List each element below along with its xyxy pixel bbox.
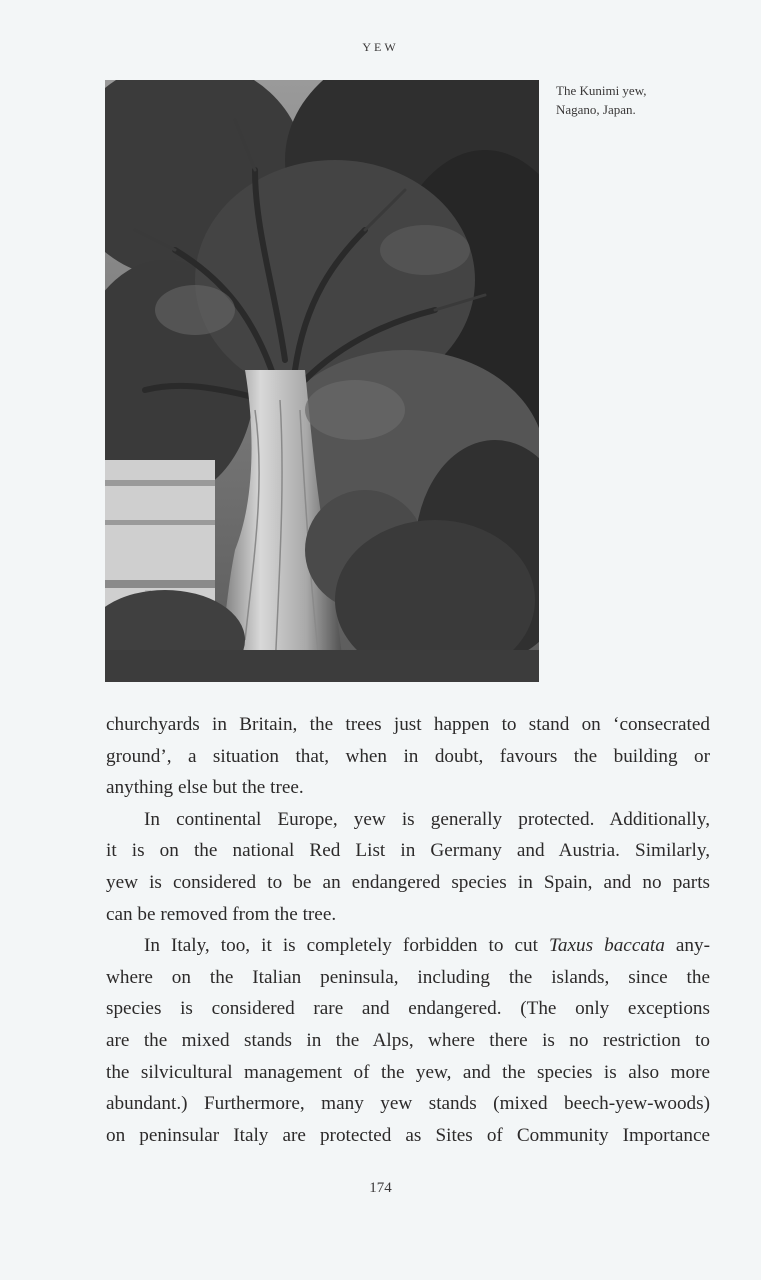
text-line: anything else but the tree. [106,777,304,799]
text-line [106,930,710,962]
caption-line-1: The Kunimi yew, [556,83,647,98]
kunimi-yew-photo [105,80,539,682]
text-line: abundant.) Furthermore, many yew stands (mixed beech-yew-woods) [106,1093,710,1115]
text-segment: In Italy, too, it is completely forbidden to cut [144,935,549,957]
text-line: on peninsular Italy are protected as Sites of Community Importance [106,1124,710,1146]
page-number: 174 [369,1180,392,1196]
text-line: can be removed from the tree. [106,903,337,925]
text-line: species is considered rare and endangered. (The only exceptions [106,998,710,1020]
text-line: where on the Italian peninsula, including the islands, since the [106,966,710,988]
running-head: YEW [362,40,399,54]
body-text [106,709,710,1151]
photo-caption [556,81,726,119]
text-line: the silvicultural management of the yew, and the species is also more [106,1061,710,1083]
italic-species-name: Taxus baccata [549,935,665,957]
text-line: ground’, a situation that, when in doubt, favours the building or [106,745,710,767]
text-line: yew is considered to be an endangered species in Spain, and no parts [106,871,710,893]
text-line: it is on the national Red List in Germany and Austria. Similarly, [106,840,710,862]
text-line: In continental Europe, yew is generally protected. Additionally, [144,808,710,830]
text-segment: any- [664,935,710,957]
text-line: are the mixed stands in the Alps, where there is no restriction to [106,1029,710,1051]
caption-line-2: Nagano, Japan. [556,102,636,117]
text-line: churchyards in Britain, the trees just happen to stand on ‘consecrated [106,714,710,735]
tree-photograph [105,80,539,682]
